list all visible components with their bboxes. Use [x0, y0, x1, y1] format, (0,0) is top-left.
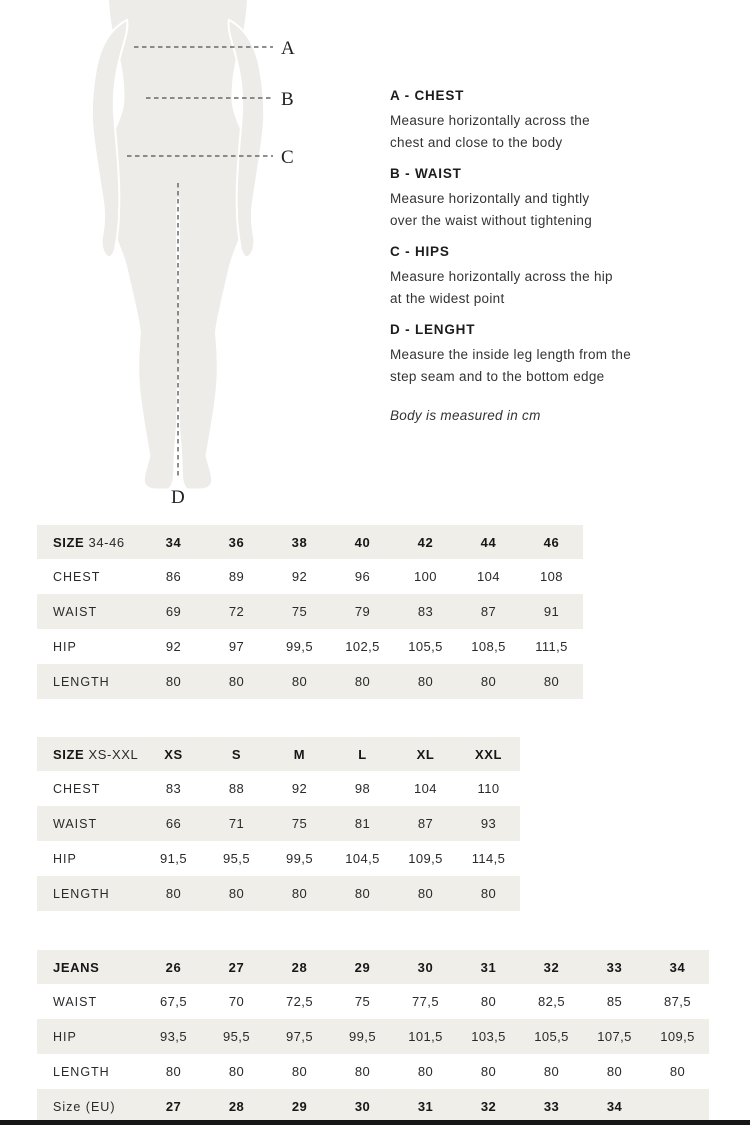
value-cell: 80: [228, 886, 245, 901]
value-cell: 72: [228, 604, 245, 619]
value-cell: 87: [417, 816, 434, 831]
guide-heading-waist: B - WAIST: [390, 166, 462, 181]
value-cell: 70: [228, 994, 245, 1009]
value-cell: 82,5: [538, 994, 565, 1009]
value-cell: 80: [165, 674, 182, 689]
size-table-eu: [37, 525, 583, 699]
value-cell: 32: [480, 1099, 497, 1114]
table-row: [37, 984, 709, 1019]
value-cell: 30: [354, 1099, 371, 1114]
value-cell: 93,5: [160, 1029, 187, 1044]
value-cell: 80: [669, 1064, 686, 1079]
table-title-bold: JEANS: [53, 959, 100, 975]
value-cell: 29: [291, 1099, 308, 1114]
value-cell: 97: [228, 639, 245, 654]
table-header-row: [37, 950, 709, 984]
value-cell: 88: [228, 781, 245, 796]
column-header: 40: [354, 534, 371, 550]
column-header: 36: [228, 534, 245, 550]
value-cell: 92: [291, 781, 308, 796]
value-cell: 93: [480, 816, 497, 831]
bottom-divider-bar: [0, 1120, 750, 1125]
value-cell: 92: [291, 569, 308, 584]
guide-text-line: at the widest point: [390, 290, 505, 306]
table-row: [37, 876, 520, 911]
marker-b-label: B: [281, 89, 294, 110]
value-cell: 87: [480, 604, 497, 619]
column-header: 28: [291, 959, 308, 975]
value-cell: 27: [165, 1099, 182, 1114]
row-label: HIP: [53, 639, 77, 654]
value-cell: 103,5: [471, 1029, 506, 1044]
table-header-row: [37, 525, 583, 559]
value-cell: 80: [606, 1064, 623, 1079]
value-cell: 101,5: [408, 1029, 443, 1044]
value-cell: 80: [417, 1064, 434, 1079]
column-header: 30: [417, 959, 434, 975]
column-header: 29: [354, 959, 371, 975]
value-cell: 69: [165, 604, 182, 619]
size-tables: [37, 525, 709, 1124]
guide-text-line: step seam and to the bottom edge: [390, 368, 605, 384]
guide-heading-chest: A - CHEST: [390, 88, 465, 103]
value-cell: 91: [543, 604, 560, 619]
table-title-rest: XS-XXL: [84, 746, 139, 762]
value-cell: 83: [165, 781, 182, 796]
value-cell: 75: [354, 994, 371, 1009]
column-header: 34: [669, 959, 686, 975]
value-cell: 86: [165, 569, 182, 584]
value-cell: 111,5: [535, 639, 568, 654]
value-cell: 66: [165, 816, 182, 831]
column-header: S: [231, 746, 242, 762]
value-cell: 34: [606, 1099, 623, 1114]
value-cell: 80: [417, 674, 434, 689]
value-cell: 80: [291, 1064, 308, 1079]
guide-text-line: Measure horizontally across the: [390, 113, 590, 128]
value-cell: 80: [354, 886, 371, 901]
value-cell: 100: [414, 569, 437, 584]
guide-heading-length: D - LENGHT: [390, 322, 476, 337]
value-cell: 109,5: [660, 1029, 695, 1044]
guide-section-chest: [390, 88, 700, 153]
value-cell: 79: [354, 604, 371, 619]
column-header: 33: [606, 959, 623, 975]
value-cell: 105,5: [534, 1029, 569, 1044]
table-row: [37, 559, 583, 594]
guide-text-line: over the waist without tightening: [390, 212, 593, 228]
value-cell: 75: [291, 604, 308, 619]
column-header: M: [293, 746, 306, 762]
value-cell: 99,5: [349, 1029, 376, 1044]
column-header: L: [358, 746, 367, 762]
value-cell: 98: [354, 781, 371, 796]
value-cell: 105,5: [408, 639, 443, 654]
table-row: [37, 771, 520, 806]
value-cell: 108,5: [471, 639, 506, 654]
column-header: 31: [480, 959, 497, 975]
row-label: LENGTH: [53, 674, 110, 689]
value-cell: 80: [480, 886, 497, 901]
value-cell: 108: [540, 569, 563, 584]
value-cell: 104: [414, 781, 437, 796]
guide-section-waist: [390, 166, 700, 231]
column-header: 44: [480, 534, 497, 550]
guide-section-hips: [390, 244, 700, 309]
value-cell: [646, 1089, 709, 1124]
row-label: Size (EU): [53, 1099, 116, 1114]
value-cell: 91,5: [160, 851, 187, 866]
guide-text-line: chest and close to the body: [390, 134, 563, 150]
row-label: HIP: [53, 1029, 77, 1044]
marker-d-label: D: [171, 487, 185, 508]
value-cell: 80: [543, 674, 560, 689]
row-label: CHEST: [53, 569, 101, 584]
measurement-unit-note: Body is measured in cm: [390, 408, 541, 423]
table-title-cell: [37, 950, 142, 984]
value-cell: 104: [477, 569, 500, 584]
table-header-row: [37, 737, 520, 771]
value-cell: 83: [417, 604, 434, 619]
marker-c-label: C: [281, 147, 294, 168]
value-cell: 92: [165, 639, 182, 654]
table-row: [37, 1089, 709, 1124]
column-header: XXL: [474, 746, 503, 762]
value-cell: 99,5: [286, 639, 313, 654]
table-row: [37, 841, 520, 876]
value-cell: 80: [543, 1064, 560, 1079]
table-title-rest: 34-46: [84, 534, 125, 550]
value-cell: 97,5: [286, 1029, 313, 1044]
row-label: WAIST: [53, 994, 98, 1009]
row-label: WAIST: [53, 816, 98, 831]
value-cell: 109,5: [408, 851, 443, 866]
value-cell: 107,5: [597, 1029, 632, 1044]
value-cell: 72,5: [286, 994, 313, 1009]
size-table-letter: [37, 737, 520, 911]
value-cell: 80: [480, 994, 497, 1009]
value-cell: 77,5: [412, 994, 439, 1009]
table-row: [37, 806, 520, 841]
value-cell: 31: [417, 1099, 434, 1114]
value-cell: 95,5: [223, 851, 250, 866]
value-cell: 80: [291, 886, 308, 901]
table-title-cell: [37, 525, 142, 559]
value-cell: 28: [228, 1099, 245, 1114]
value-cell: 80: [165, 886, 182, 901]
guide-text-line: Measure horizontally across the hip: [390, 269, 613, 284]
value-cell: 80: [354, 674, 371, 689]
column-header: 27: [228, 959, 245, 975]
value-cell: 33: [543, 1099, 560, 1114]
table-row: [37, 1054, 709, 1089]
value-cell: 80: [417, 886, 434, 901]
value-cell: 81: [354, 816, 371, 831]
value-cell: 89: [228, 569, 245, 584]
table-title-cell: [37, 737, 142, 771]
table-row: [37, 664, 583, 699]
jeans-table: [37, 950, 709, 1124]
value-cell: 80: [228, 1064, 245, 1079]
value-cell: 87,5: [664, 994, 691, 1009]
value-cell: 80: [480, 1064, 497, 1079]
column-header: XS: [164, 746, 183, 762]
value-cell: 114,5: [471, 851, 506, 866]
column-header: XL: [416, 746, 435, 762]
table-title-bold: SIZE: [53, 534, 85, 550]
value-cell: 110: [477, 781, 500, 796]
column-header: 32: [543, 959, 560, 975]
table-row: [37, 1019, 709, 1054]
value-cell: 75: [291, 816, 308, 831]
row-label: HIP: [53, 851, 77, 866]
value-cell: 99,5: [286, 851, 313, 866]
row-label: LENGTH: [53, 1064, 110, 1079]
value-cell: 85: [606, 994, 623, 1009]
measurement-instructions: [390, 88, 700, 423]
value-cell: 80: [228, 674, 245, 689]
value-cell: 80: [480, 674, 497, 689]
column-header: 34: [165, 534, 182, 550]
value-cell: 80: [291, 674, 308, 689]
body-silhouette-figure: [0, 0, 360, 512]
table-row: [37, 594, 583, 629]
value-cell: 80: [354, 1064, 371, 1079]
value-cell: 67,5: [160, 994, 187, 1009]
guide-text-line: Measure the inside leg length from the: [390, 347, 632, 362]
row-label: LENGTH: [53, 886, 110, 901]
row-label: CHEST: [53, 781, 101, 796]
value-cell: 102,5: [345, 639, 380, 654]
row-label: WAIST: [53, 604, 98, 619]
measurement-diagram: [0, 0, 750, 525]
guide-section-length: [390, 322, 700, 387]
value-cell: 104,5: [345, 851, 380, 866]
column-header: 26: [165, 959, 182, 975]
table-row: [37, 629, 583, 664]
table-title-bold: SIZE: [53, 746, 85, 762]
value-cell: 80: [165, 1064, 182, 1079]
column-header: 38: [291, 534, 308, 550]
guide-text-line: Measure horizontally and tightly: [390, 191, 590, 206]
column-header: 42: [417, 534, 434, 550]
guide-heading-hips: C - HIPS: [390, 244, 450, 259]
column-header: 46: [543, 534, 560, 550]
marker-a-label: A: [281, 38, 295, 59]
value-cell: 95,5: [223, 1029, 250, 1044]
value-cell: 71: [228, 816, 245, 831]
value-cell: 96: [354, 569, 371, 584]
